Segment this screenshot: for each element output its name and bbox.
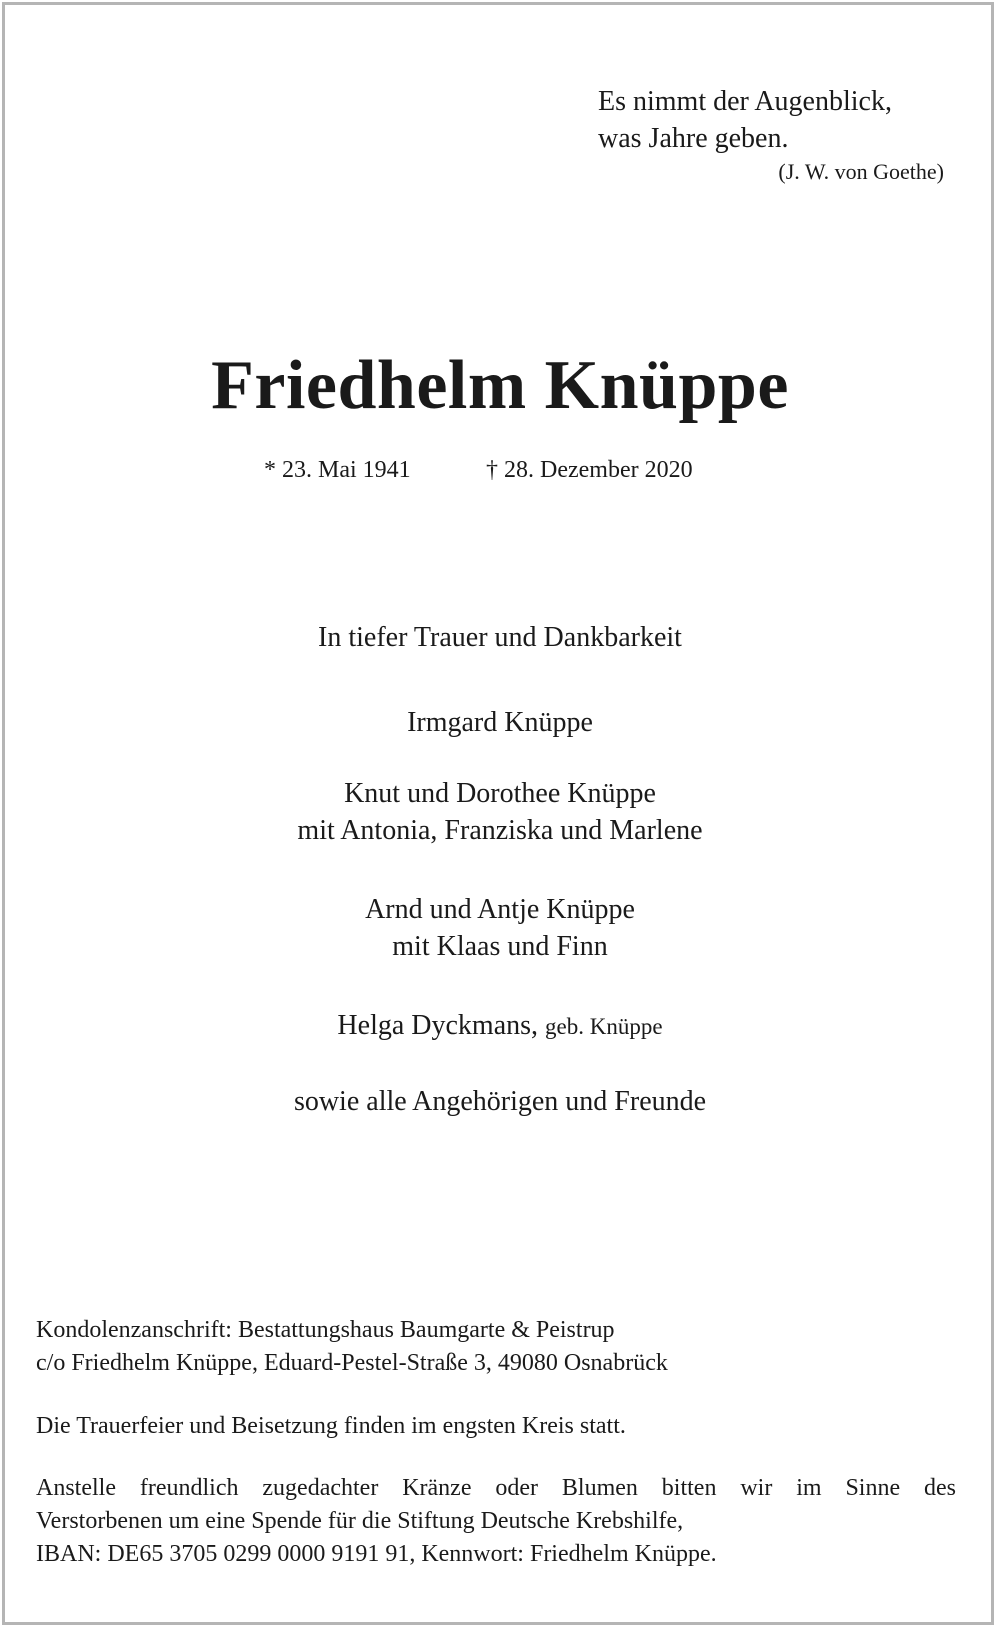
deceased-name: Friedhelm Knüppe	[211, 347, 789, 424]
mourner-group-2-line-1: Knut und Dorothee Knüppe	[344, 778, 656, 809]
condolence-address-line-2: c/o Friedhelm Knüppe, Eduard-Pestel-Straße 3, 49080 Osnabrück	[36, 1350, 668, 1376]
ceremony-note: Die Trauerfeier und Beisetzung finden im engsten Kreis statt.	[36, 1413, 626, 1439]
quote-line-2: was Jahre geben.	[598, 123, 789, 154]
mourner-group-1: Irmgard Knüppe	[407, 707, 593, 738]
mourners-closing: sowie alle Angehörigen und Freunde	[293, 1086, 707, 1117]
quote-author: (J. W. von Goethe)	[778, 159, 944, 184]
condolence-address-line-1: Kondolenzanschrift: Bestattungshaus Baumgarte & Peistrup	[36, 1317, 615, 1343]
donation-line-3: IBAN: DE65 3705 0299 0000 9191 91, Kennwort: Friedhelm Knüppe.	[36, 1541, 717, 1567]
mourning-intro: In tiefer Trauer und Dankbarkeit	[318, 622, 682, 653]
mourner-group-3-line-2: mit Klaas und Finn	[392, 931, 608, 962]
mourner-group-4	[0, 1008, 1000, 1045]
mourner-group-3-line-1: Arnd und Antje Knüppe	[365, 894, 635, 925]
mourner-group-2-line-2: mit Antonia, Franziska und Marlene	[297, 815, 703, 846]
quote-line-1: Es nimmt der Augenblick,	[598, 86, 892, 117]
birth-date: * 23. Mai 1941	[264, 457, 411, 483]
donation-line-1: Anstelle freundlich zugedachter Kränze oder Blumen bitten wir im Sinne des	[36, 1475, 956, 1501]
mourner-group-4-name: Helga Dyckmans,	[337, 1010, 539, 1041]
donation-line-2: Verstorbenen um eine Spende für die Stiftung Deutsche Krebshilfe,	[36, 1508, 684, 1534]
mourner-group-4-suffix: geb. Knüppe	[545, 1014, 663, 1039]
death-date: † 28. Dezember 2020	[486, 457, 693, 483]
